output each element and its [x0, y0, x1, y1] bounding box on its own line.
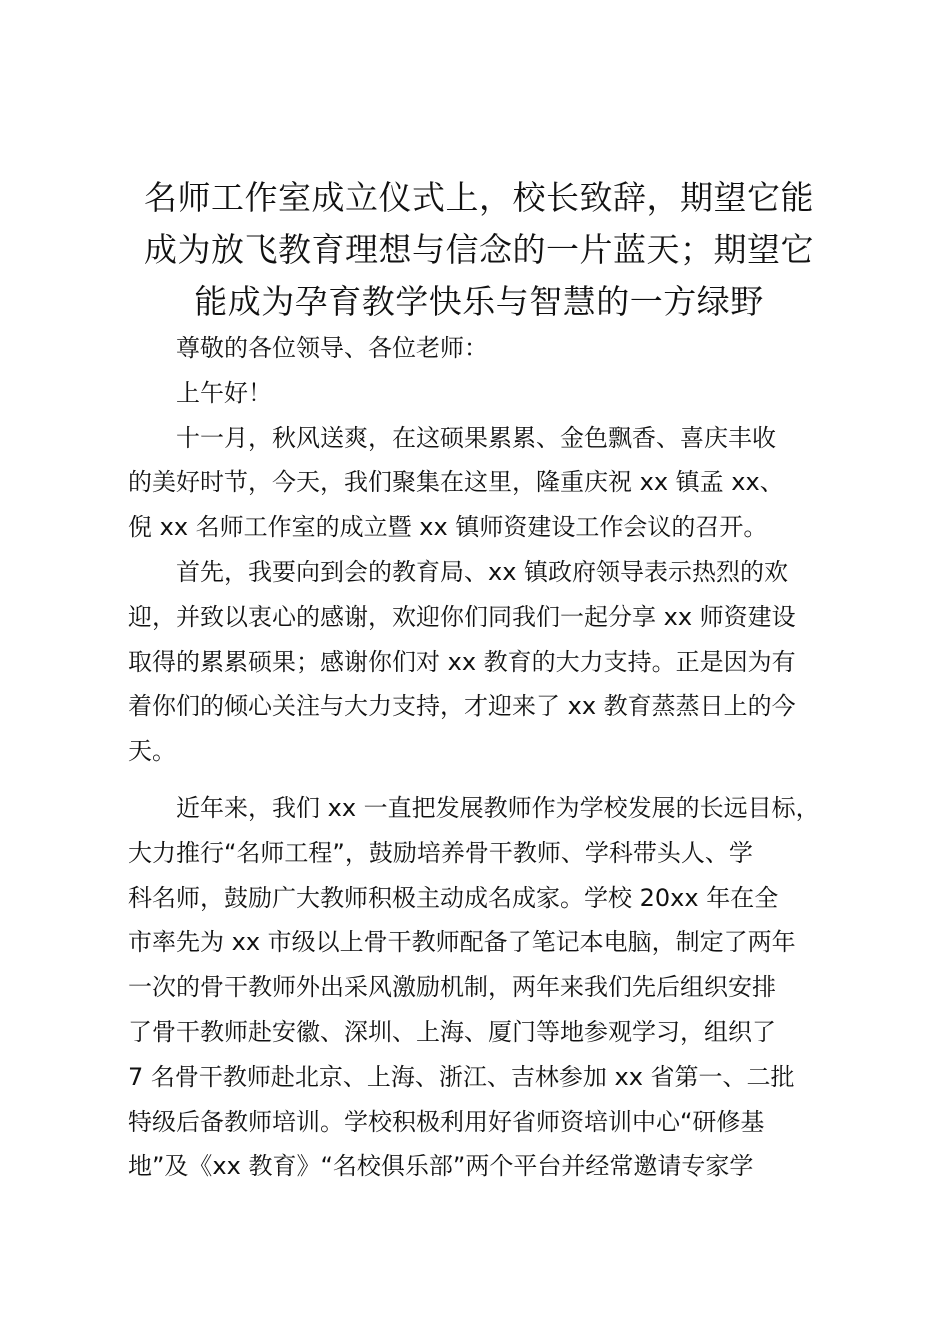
text-line: 十一月，秋风送爽，在这硕果累累、金色飘香、喜庆丰收 — [176, 423, 776, 452]
title-line: 名师工作室成立仪式上，校长致辞，期望它能 — [144, 178, 814, 217]
greeting-paragraph — [128, 371, 834, 416]
text-line: 倪 xx 名师工作室的成立暨 xx 镇师资建设工作会议的召开。 — [128, 513, 768, 542]
text-line: 首先，我要向到会的教育局、xx 镇政府领导表示热烈的欢 — [176, 557, 789, 586]
text-line: 的美好时节，今天，我们聚集在这里，隆重庆祝 xx 镇孟 xx、 — [128, 468, 784, 497]
text-line: 尊敬的各位领导、各位老师： — [176, 334, 488, 362]
text-line: 取得的累累硕果；感谢你们对 xx 教育的大力支持。正是因为有 — [128, 647, 796, 676]
text-line: 迎，并致以衷心的感谢，欢迎你们同我们一起分享 xx 师资建设 — [128, 602, 796, 631]
text-line: 市率先为 xx 市级以上骨干教师配备了笔记本电脑，制定了两年 — [128, 928, 796, 957]
text-line: 特级后备教师培训。学校积极利用好省师资培训中心“研修基 — [128, 1107, 765, 1136]
text-line: 着你们的倾心关注与大力支持，才迎来了 xx 教育蒸蒸日上的今 — [128, 692, 796, 721]
text-line: 一次的骨干教师外出采风激励机制，两年来我们先后组织安排 — [128, 973, 776, 1002]
document-title — [126, 172, 832, 328]
title-line: 能成为孕育教学快乐与智慧的一方绿野 — [194, 282, 764, 321]
text-line: 了骨干教师赴安徽、深圳、上海、厦门等地参观学习，组织了 — [128, 1017, 776, 1046]
document-body — [128, 326, 834, 1189]
text-line: 近年来，我们 xx 一直把发展教师作为学校发展的长远目标， — [176, 793, 820, 822]
title-line: 成为放飞教育理想与信念的一片蓝天；期望它 — [144, 230, 814, 269]
body-paragraph — [128, 416, 834, 550]
text-line: 地”及《xx 教育》“名校俱乐部”两个平台并经常邀请专家学 — [128, 1152, 754, 1181]
text-line: 7 名骨干教师赴北京、上海、浙江、吉林参加 xx 省第一、二批 — [128, 1062, 795, 1091]
text-line: 上午好！ — [176, 378, 272, 407]
text-line: 大力推行“名师工程”，鼓励培养骨干教师、学科带头人、学 — [128, 838, 753, 867]
text-line: 科名师，鼓励广大教师积极主动成名成家。学校 20xx 年在全 — [128, 883, 779, 912]
salutation-paragraph — [128, 326, 834, 371]
text-line: 天。 — [128, 737, 176, 766]
body-paragraph — [128, 786, 834, 1189]
body-paragraph — [128, 550, 834, 774]
